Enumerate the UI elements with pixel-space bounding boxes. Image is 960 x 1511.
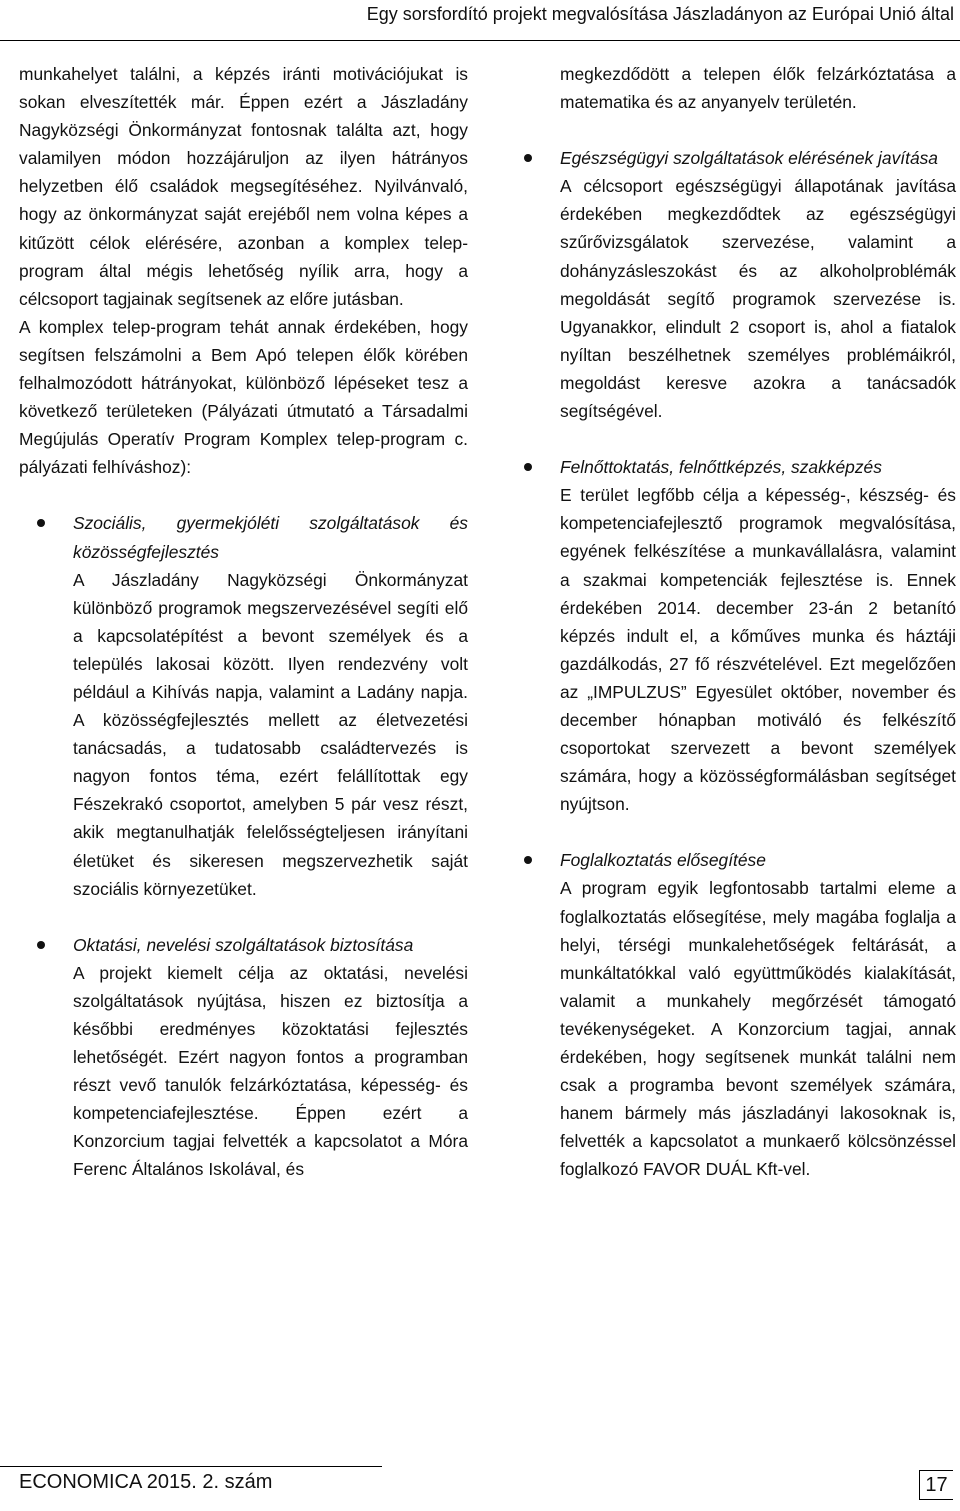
spacer xyxy=(515,425,956,453)
item-body: A Jászladány Nagyközségi Önkormányzat különböző programok megszervezésével segíti elő a kapcsolatépítést a bevont személyek és a település lakosai között. Ilyen rendezvény volt például a Kihívás napja, valamint a Ladány napja. A közösségfejlesztés mellett az életvezetési tanácsadás, a tudatosabb családtervezés is nagyon fontos téma, ezért felállítottak egy Fészekrakó csoportot, amelyben 5 pár vesz részt, akik megtanulhatják felelősségteljesen irányítani életüket és sikeresen megszervezhetik saját szociális környezetüket. xyxy=(73,569,468,899)
list-item xyxy=(19,509,468,902)
item-body: A program egyik legfontosabb tartalmi eleme a foglalkoztatás elősegítése, mely magába foglalja a helyi, térségi munkalehetőségek feltárását, a munkáltatókkal való együttműködés kialakítását, valamit a munkahely megőrzését támogató tevékenységeket. A Konzorcium tagjai, annak érdekében, hogy segítsenek munkát találni nem csak a programba bevont személyek számára, hanem bármely más jászladányi lakosoknak is, felvették a kapcsolatot a munkaerő kölcsönzéssel foglalkozó FAVOR DUÁL Kft-vel. xyxy=(560,878,956,1180)
list-item xyxy=(515,453,956,818)
item-title: Foglalkoztatás elősegítése xyxy=(560,850,766,871)
list-item xyxy=(515,846,956,1183)
left-column xyxy=(19,60,468,1184)
list-item xyxy=(19,931,468,1184)
program-paragraph: A komplex telep-program tehát annak érdekében, hogy segítsen felszámolni a Bem Apó telepen élők körében felhalmozódott hátrányokat, különböző lépéseket tesz a következő területeken (Pályázati útmutató a Társadalmi Megújulás Operatív Program Komplex telep-program c. pályázati felhíváshoz): xyxy=(19,316,468,478)
header-title: Egy sorsfordító projekt megvalósítása Jászladányon az Európai Unió által xyxy=(366,4,954,24)
running-header xyxy=(0,0,960,41)
list-item-continuation xyxy=(515,60,956,116)
item-body: A célcsoport egészségügyi állapotának javítása érdekében megkezdődtek az egészségügyi szűrővizsgálatok szervezése, valamint a dohányzásleszokást és az alkoholproblémák megoldását segítő programok szervezése is. Ugyanakkor, elindult 2 csoport is, ahol a fiatalok nyíltan beszélhetnek személyes problémáikról, megoldást keresve azokra a tanácsadók segítségével. xyxy=(560,176,956,422)
list-item xyxy=(515,144,956,425)
continuation-text: megkezdődött a telepen élők felzárkóztatása a matematika és az anyanyelv területén. xyxy=(560,64,956,113)
spacer xyxy=(19,903,468,931)
bullet-icon xyxy=(37,941,45,949)
page-number: 17 xyxy=(919,1470,953,1500)
item-body: A projekt kiemelt célja az oktatási, nevelési szolgáltatások nyújtása, hiszen ez biztosítja a későbbi eredményes közoktatási fejlesztés lehetőségét. Ezért nagyon fontos a programban részt vevő tanulók felzárkóztatása, képesség- és kompetenciafejlesztése. Éppen ezért a Konzorcium tagjai felvették a kapcsolatot a Móra Ferenc Általános Iskolával, és xyxy=(73,962,468,1180)
spacer xyxy=(19,481,468,509)
item-title: Egészségügyi szolgáltatások elérésének javítása xyxy=(560,148,938,169)
item-title: Oktatási, nevelési szolgáltatások biztosítása xyxy=(73,934,414,955)
page-footer xyxy=(0,1460,960,1511)
item-title: Szociális, gyermekjóléti szolgáltatások és közösségfejlesztés xyxy=(73,513,468,562)
left-bullet-list xyxy=(19,509,468,1183)
intro-paragraph: munkahelyet találni, a képzés iránti motivációjukat is sokan elveszítették már. Éppen ezért a Jászladány Nagyközségi Önkormányzat fontosnak találta azt, hogy valamilyen módon hozzájáruljon az ilyen hátrányos helyzetben élő családok megsegítéséhez. Nyilvánvaló, hogy az önkormányzat saját erejéből nem volna képes a kitűzött célok elérésére, azonban a komplex telep-program által mégis lehetőség nyílik arra, hogy a célcsoport tagjainak segítsenek az előre jutásban. xyxy=(19,64,468,309)
right-bullet-list xyxy=(515,60,956,1183)
bullet-icon xyxy=(524,856,532,864)
spacer xyxy=(515,818,956,846)
footer-divider xyxy=(0,1466,382,1467)
bullet-icon xyxy=(37,519,45,527)
item-title: Felnőttoktatás, felnőttképzés, szakképzés xyxy=(560,457,882,478)
spacer xyxy=(515,116,956,144)
right-column xyxy=(515,60,956,1183)
item-body: E terület legfőbb célja a képesség-, készség- és kompetenciafejlesztő programok megvalósítása, egyének felkészítése a munkavállalásra, valamint a szakmai kompetenciák fejlesztése is. Ennek érdekében 2014. december 23-án 2 betanító képzés indult el, a kőműves munka és háztáji gazdálkodás, 27 fő részvételével. Ezt megelőzően az „IMPULZUS” Egyesület október, november és december hónapban motiváló és felkészítő csoportokat szervezett a bevont személyek számára, hogy a közösségformálásban segítséget nyújtson. xyxy=(560,485,956,815)
bullet-icon xyxy=(524,463,532,471)
journal-issue: ECONOMICA 2015. 2. szám xyxy=(19,1471,273,1493)
bullet-icon xyxy=(524,154,532,162)
